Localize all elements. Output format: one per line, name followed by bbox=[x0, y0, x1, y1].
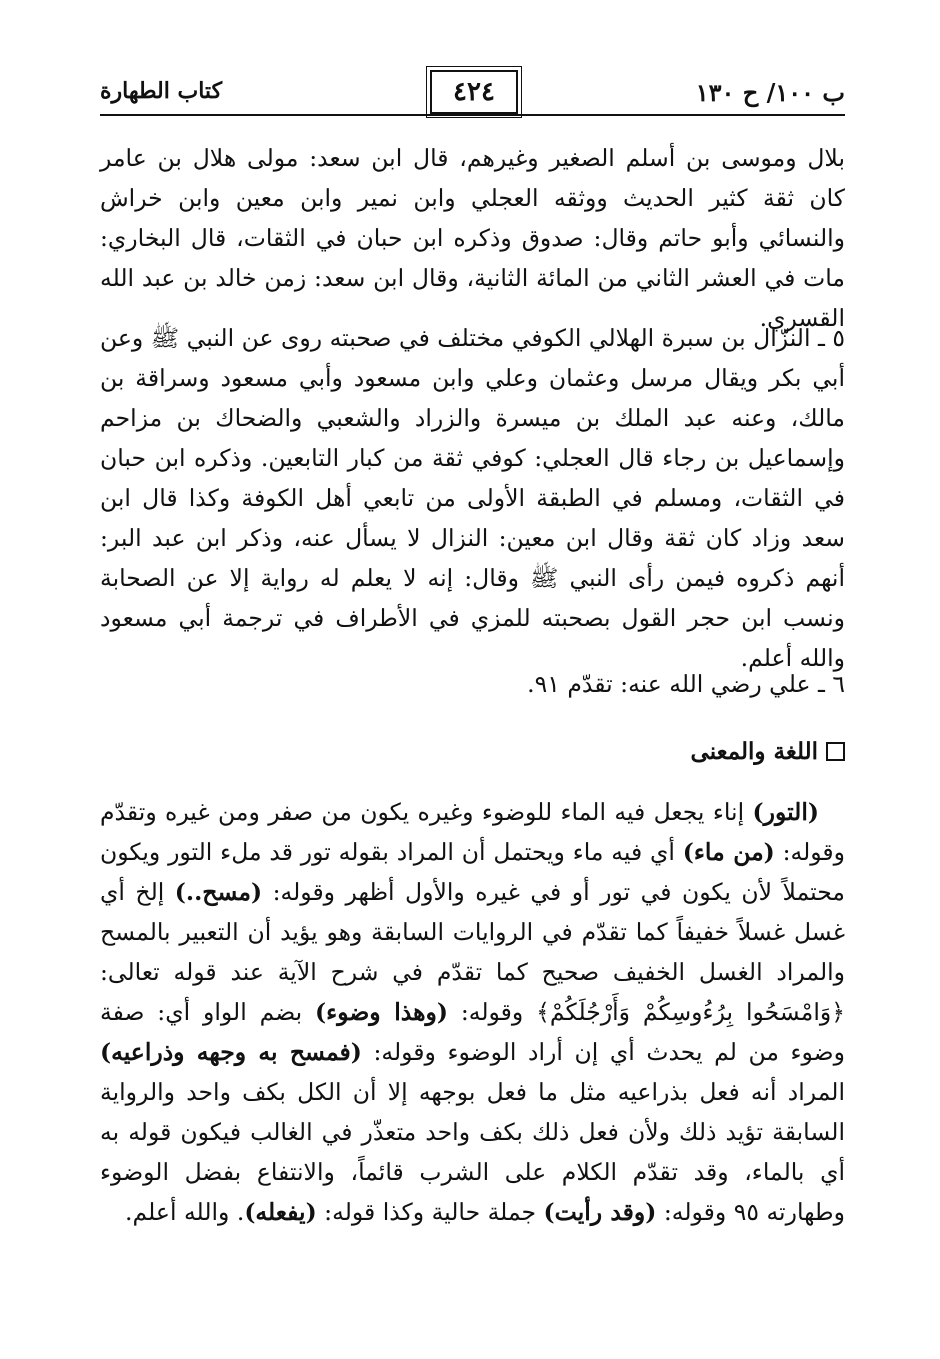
term-wajhahu: (فمسح به وجهه وذراعيه) bbox=[100, 1038, 362, 1066]
book-title: كتاب الطهارة bbox=[100, 78, 223, 104]
term-yafaluhu: (يفعله) bbox=[244, 1198, 317, 1226]
term-masaha: (مسح..) bbox=[174, 878, 263, 906]
reference-label: ب ١٠٠/ ح ١٣٠ bbox=[695, 78, 845, 107]
term-wudu: (وهذا وضوء) bbox=[315, 998, 448, 1026]
paragraph-narrator-5: ٥ ـ النزّال بن سبرة الهلالي الكوفي مختلف في صحبته روى عن النبي ﷺ وعن أبي بكر ويقال مرسل وعثمان وعلي وابن مسعود وأبي مسعود وسراقة بن مالك، وعنه عبد الملك بن ميسرة والزراد والشعبي والضحاك بن مزاحم وإسماعيل بن رجاء قال العجلي: كوفي ثقة من كبار التابعين. وذكره ابن حبان في الثقات، ومسلم في الطبقة الأولى من تابعي أهل الكوفة وكذا قال ابن سعد وزاد كان ثقة وقال ابن معين: النزال لا يسأل عنه، وذكر ابن عبد البر: أنهم ذكروه فيمن رأى النبي ﷺ وقال: إنه لا يعلم له رواية إلا عن الصحابة ونسب ابن حجر القول بصحبته للمزي في الأطراف في ترجمة أبي مسعود والله أعلم. bbox=[100, 324, 845, 672]
page-number-frame bbox=[430, 70, 518, 114]
page-number: ٤٢٤ bbox=[453, 77, 495, 107]
section-heading-label: اللغة والمعنى bbox=[690, 738, 818, 765]
term-tawr: (التور) bbox=[752, 798, 819, 826]
square-bullet-icon bbox=[826, 742, 845, 761]
term-min-maa: (من ماء) bbox=[682, 838, 775, 866]
term-raaytu: (وقد رأيت) bbox=[543, 1198, 657, 1226]
header-rule bbox=[100, 114, 845, 116]
paragraph-narrator-4-continued: بلال وموسى بن أسلم الصغير وغيرهم، قال ابن سعد: مولى هلال بن عامر كان ثقة كثير الحديث ووثقه العجلي وابن نمير وابن معين وابن خراش والنسائي وأبو حاتم وقال: صدوق وذكره ابن حبان في الثقات، قال البخاري: مات في العشر الثاني من المائة الثانية، وقال ابن سعد: زمن خالد بن عبد الله القسري. bbox=[100, 144, 845, 332]
paragraph-language-meaning: (التور) إناء يجعل فيه الماء للوضوء وغيره يكون من صفر ومن غيره وتقدّم وقوله: (من ماء) أي فيه ماء ويحتمل أن المراد بقوله تور قد ملء التور ويكون محتملاً لأن يكون في تور أو في غيره والأول أظهر وقوله: (مسح..) إلخ أي غسل غسلاً خفيفاً كما تقدّم في الروايات السابقة وهو يؤيد أن التعبير بالمسح والمراد الغسل الخفيف صحيح كما تقدّم في شرح الآية عند قوله تعالى: ﴿وَامْسَحُوا بِرُءُوسِكُمْ وَأَرْجُلَكُمْ﴾ وقوله: (وهذا وضوء) بضم الواو أي: صفة وضوء من لم يحدث أي إن أراد الوضوء وقوله: (فمسح به وجهه وذراعيه) المراد أنه فعل بذراعيه مثل ما فعل بوجهه إلا أن الكل بكف واحد والرواية السابقة تؤيد ذلك ولأن فعل ذلك بكف واحد متعذّر في الغالب فيكون قوله به أي بالماء، وقد تقدّم الكلام على الشرب قائماً، والانتفاع بفضل الوضوء وطهارته ٩٥ وقوله: (وقد رأيت) جملة حالية وكذا قوله: (يفعله). والله أعلم. bbox=[100, 798, 846, 1226]
paragraph-narrator-6: ٦ ـ علي رضي الله عنه: تقدّم ٩١. bbox=[527, 670, 845, 698]
section-heading bbox=[691, 738, 845, 765]
running-head bbox=[100, 70, 845, 114]
